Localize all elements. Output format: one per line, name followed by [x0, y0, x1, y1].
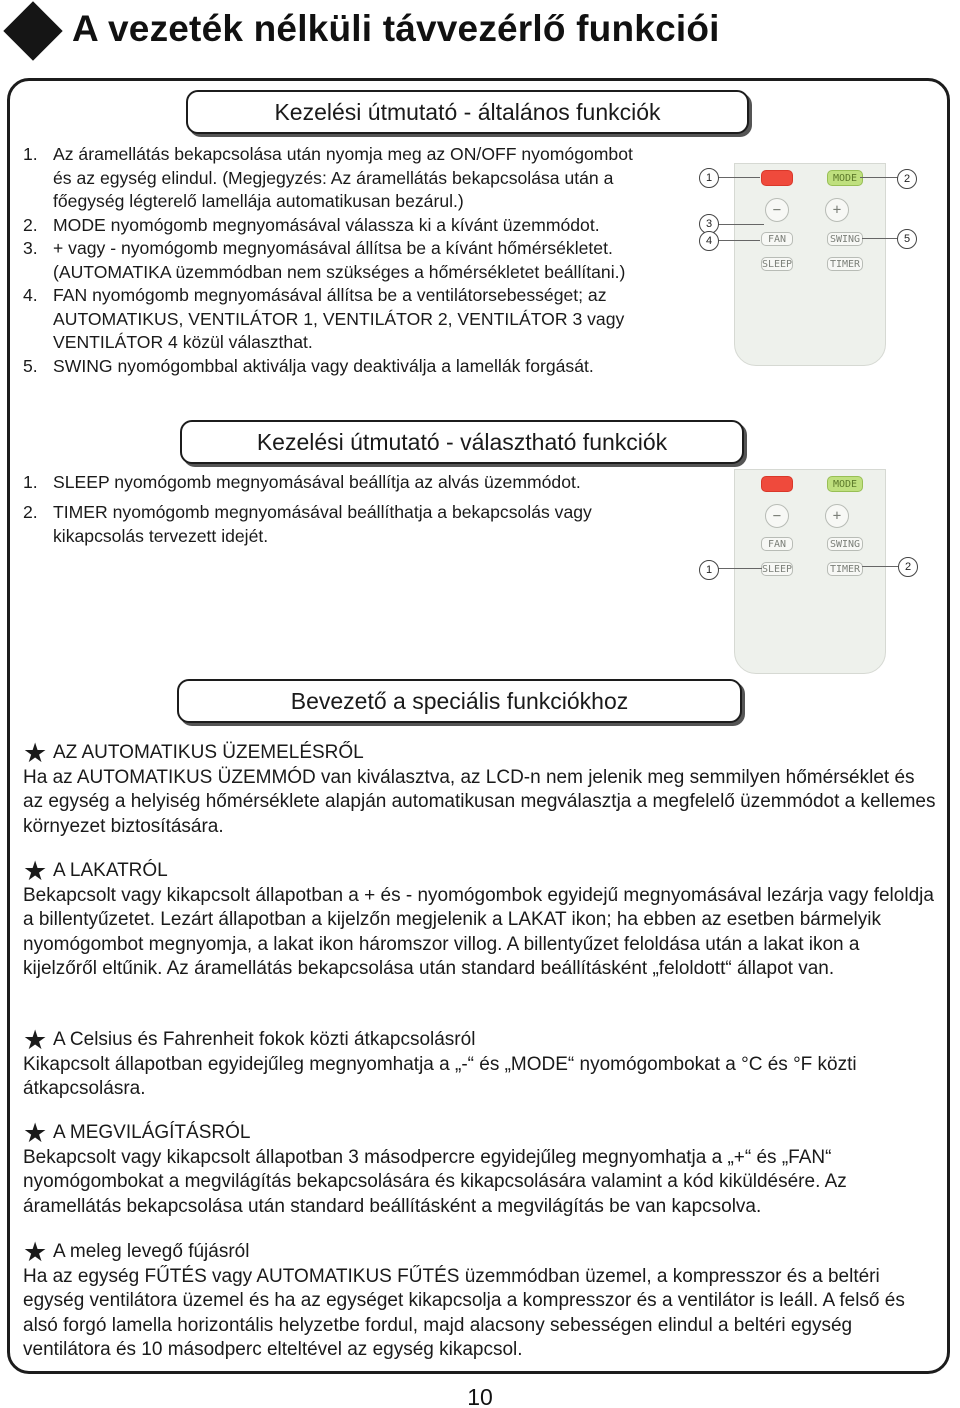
- remote-control-illustration: [734, 163, 886, 366]
- section-heading: ★ A meleg levegő fújásról: [23, 1237, 250, 1268]
- list-item: 5. SWING nyomógombbal aktiválja vagy deaktiválja a lamellák forgását.: [23, 355, 594, 376]
- section-text: Ha az AUTOMATIKUS ÜZEMMÓD van kiválasztva, az LCD-n nem jelenik meg semmilyen hőmérséklet és az egység a helyiség hőmérséklete alapján automatikusan megválasztja a megfelelő üzemmódot a kellemes környezet biztosítására.: [23, 766, 936, 837]
- section-header-special: Bevezető a speciális funkciókhoz: [177, 679, 742, 723]
- plus-button-illustration: +: [825, 504, 849, 528]
- section-header-general: Kezelési útmutató - általános funkciók: [186, 90, 749, 134]
- sleep-button-illustration: SLEEP: [761, 563, 793, 575]
- swing-button-illustration: SWING: [827, 537, 863, 551]
- fan-button-illustration: FAN: [761, 232, 793, 246]
- list-item: 2. MODE nyomógomb megnyomásával válassza ki a kívánt üzemmódot.: [23, 214, 600, 235]
- title-diamond-icon: [3, 1, 62, 60]
- section-heading: ★ A MEGVILÁGÍTÁSRÓL: [23, 1118, 251, 1149]
- list-item: 1. Az áramellátás bekapcsolása után nyomja meg az ON/OFF nyomógombot és az egység elindul. (Megjegyzés: Az áramellátás bekapcsolása után a főegység légterelő lamellája automatikusan bezárul.): [23, 144, 633, 211]
- callout-5-icon: 5: [897, 229, 917, 249]
- callout-3-icon: 3: [699, 214, 719, 234]
- callout-line: [718, 177, 760, 178]
- section-heading: ★ A Celsius és Fahrenheit fokok közti átkapcsolásról: [23, 1025, 476, 1056]
- list-item: 1. SLEEP nyomógomb megnyomásával beállítja az alvás üzemmódot.: [23, 472, 581, 492]
- callout-line: [860, 177, 898, 178]
- power-button-illustration: [761, 476, 793, 492]
- minus-button-illustration: −: [765, 198, 789, 222]
- special-section-warm-air: [23, 1237, 938, 1363]
- list-item: 2. TIMER nyomógomb megnyomásával beállíthatja a bekapcsolás vagy kikapcsolás tervezett idejét.: [23, 502, 592, 546]
- power-button-illustration: [761, 170, 793, 186]
- sleep-button-illustration: SLEEP: [761, 258, 793, 270]
- section-text: Ha az egység FŰTÉS vagy AUTOMATIKUS FŰTÉS üzemmódban üzemel, a kompresszor és a beltéri egység ventilátora üzemel és ha az egységet kikapcsolja a kompresszor és a ventilátor is leáll. A felső és alsó forgó lamella horizontális helyzetbe fordul, majd alacsony sebességen elindul a beltéri egység ventilátora és 10 másodperc elteltével az egység kikapcsol.: [23, 1265, 905, 1361]
- callout-1-icon: 1: [699, 560, 719, 580]
- mode-button-illustration: MODE: [827, 170, 863, 186]
- callout-line: [718, 240, 760, 241]
- remote-control-illustration: [734, 469, 886, 674]
- special-section-temperature-units: [23, 1025, 938, 1102]
- special-section-auto: [23, 738, 938, 839]
- callout-1-icon: 1: [699, 168, 719, 188]
- section-heading: ★ A LAKATRÓL: [23, 856, 168, 887]
- star-icon: ★: [23, 738, 48, 769]
- section-header-optional: Kezelési útmutató - választható funkciók: [180, 420, 744, 464]
- list-item: 3. + vagy - nyomógomb megnyomásával állítsa be a kívánt hőmérsékletet. (AUTOMATIKA üzemmódban nem szükséges a hőmérsékletet beállítani.): [23, 238, 626, 282]
- star-icon: ★: [23, 1237, 48, 1268]
- section-text: Bekapcsolt vagy kikapcsolt állapotban a + és - nyomógombok egyidejű megnyomásával lezárja vagy feloldja a billentyűzetet. Lezárt állapotban a kijelzőn megjelenik a LAKAT ikon; ha ebben az esetben bármelyik nyomógombot megnyomja, a lakat ikon háromszor villog. A billentyűzet feloldása után a lakat ikon a kijelzőről eltűnik. Az áramellátás bekapcsolása után standard beállításként „feloldott“ állapot van.: [23, 884, 934, 980]
- section-text: Kikapcsolt állapotban egyidejűleg megnyomhatja a „-“ és „MODE“ nyomógombokat a °C és °F közti átkapcsolásra.: [23, 1053, 857, 1100]
- timer-button-illustration: TIMER: [827, 257, 863, 271]
- callout-line: [718, 568, 762, 569]
- general-function-list: [23, 143, 703, 378]
- optional-function-list: [23, 470, 683, 548]
- star-icon: ★: [23, 1118, 48, 1149]
- mode-button-illustration: MODE: [827, 476, 863, 492]
- section-heading: ★ AZ AUTOMATIKUS ÜZEMELÉSRŐL: [23, 738, 364, 769]
- star-icon: ★: [23, 1025, 48, 1056]
- special-section-lighting: [23, 1118, 938, 1219]
- callout-4-icon: 4: [699, 231, 719, 251]
- page-number: 10: [467, 1384, 493, 1408]
- star-icon: ★: [23, 856, 48, 887]
- page-title: A vezeték nélküli távvezérlő funkciói: [72, 8, 720, 49]
- callout-line: [718, 224, 764, 225]
- list-item: 4. FAN nyomógomb megnyomásával állítsa be a ventilátorsebességet; az AUTOMATIKUS, VENTILÁTOR 1, VENTILÁTOR 2, VENTILÁTOR 3 vagy VENTILÁTOR 4 közül választhat.: [23, 285, 625, 352]
- callout-2-icon: 2: [897, 169, 917, 189]
- callout-line: [862, 566, 898, 567]
- callout-line: [862, 238, 898, 239]
- callout-2-icon: 2: [898, 557, 918, 577]
- fan-button-illustration: FAN: [761, 537, 793, 551]
- minus-button-illustration: −: [765, 504, 789, 528]
- special-section-lock: [23, 856, 938, 982]
- swing-button-illustration: SWING: [827, 232, 863, 246]
- timer-button-illustration: TIMER: [827, 562, 863, 576]
- plus-button-illustration: +: [825, 198, 849, 222]
- section-text: Bekapcsolt vagy kikapcsolt állapotban 3 másodpercre egyidejűleg megnyomhatja a „+“ és „FAN“ nyomógombokat a megvilágítás bekapcsolására és kikapcsolására valamint a kód kiküldésére. Az áramellátás bekapcsolása után standard beállításként a megvilágítás be van kapcsolva.: [23, 1146, 847, 1217]
